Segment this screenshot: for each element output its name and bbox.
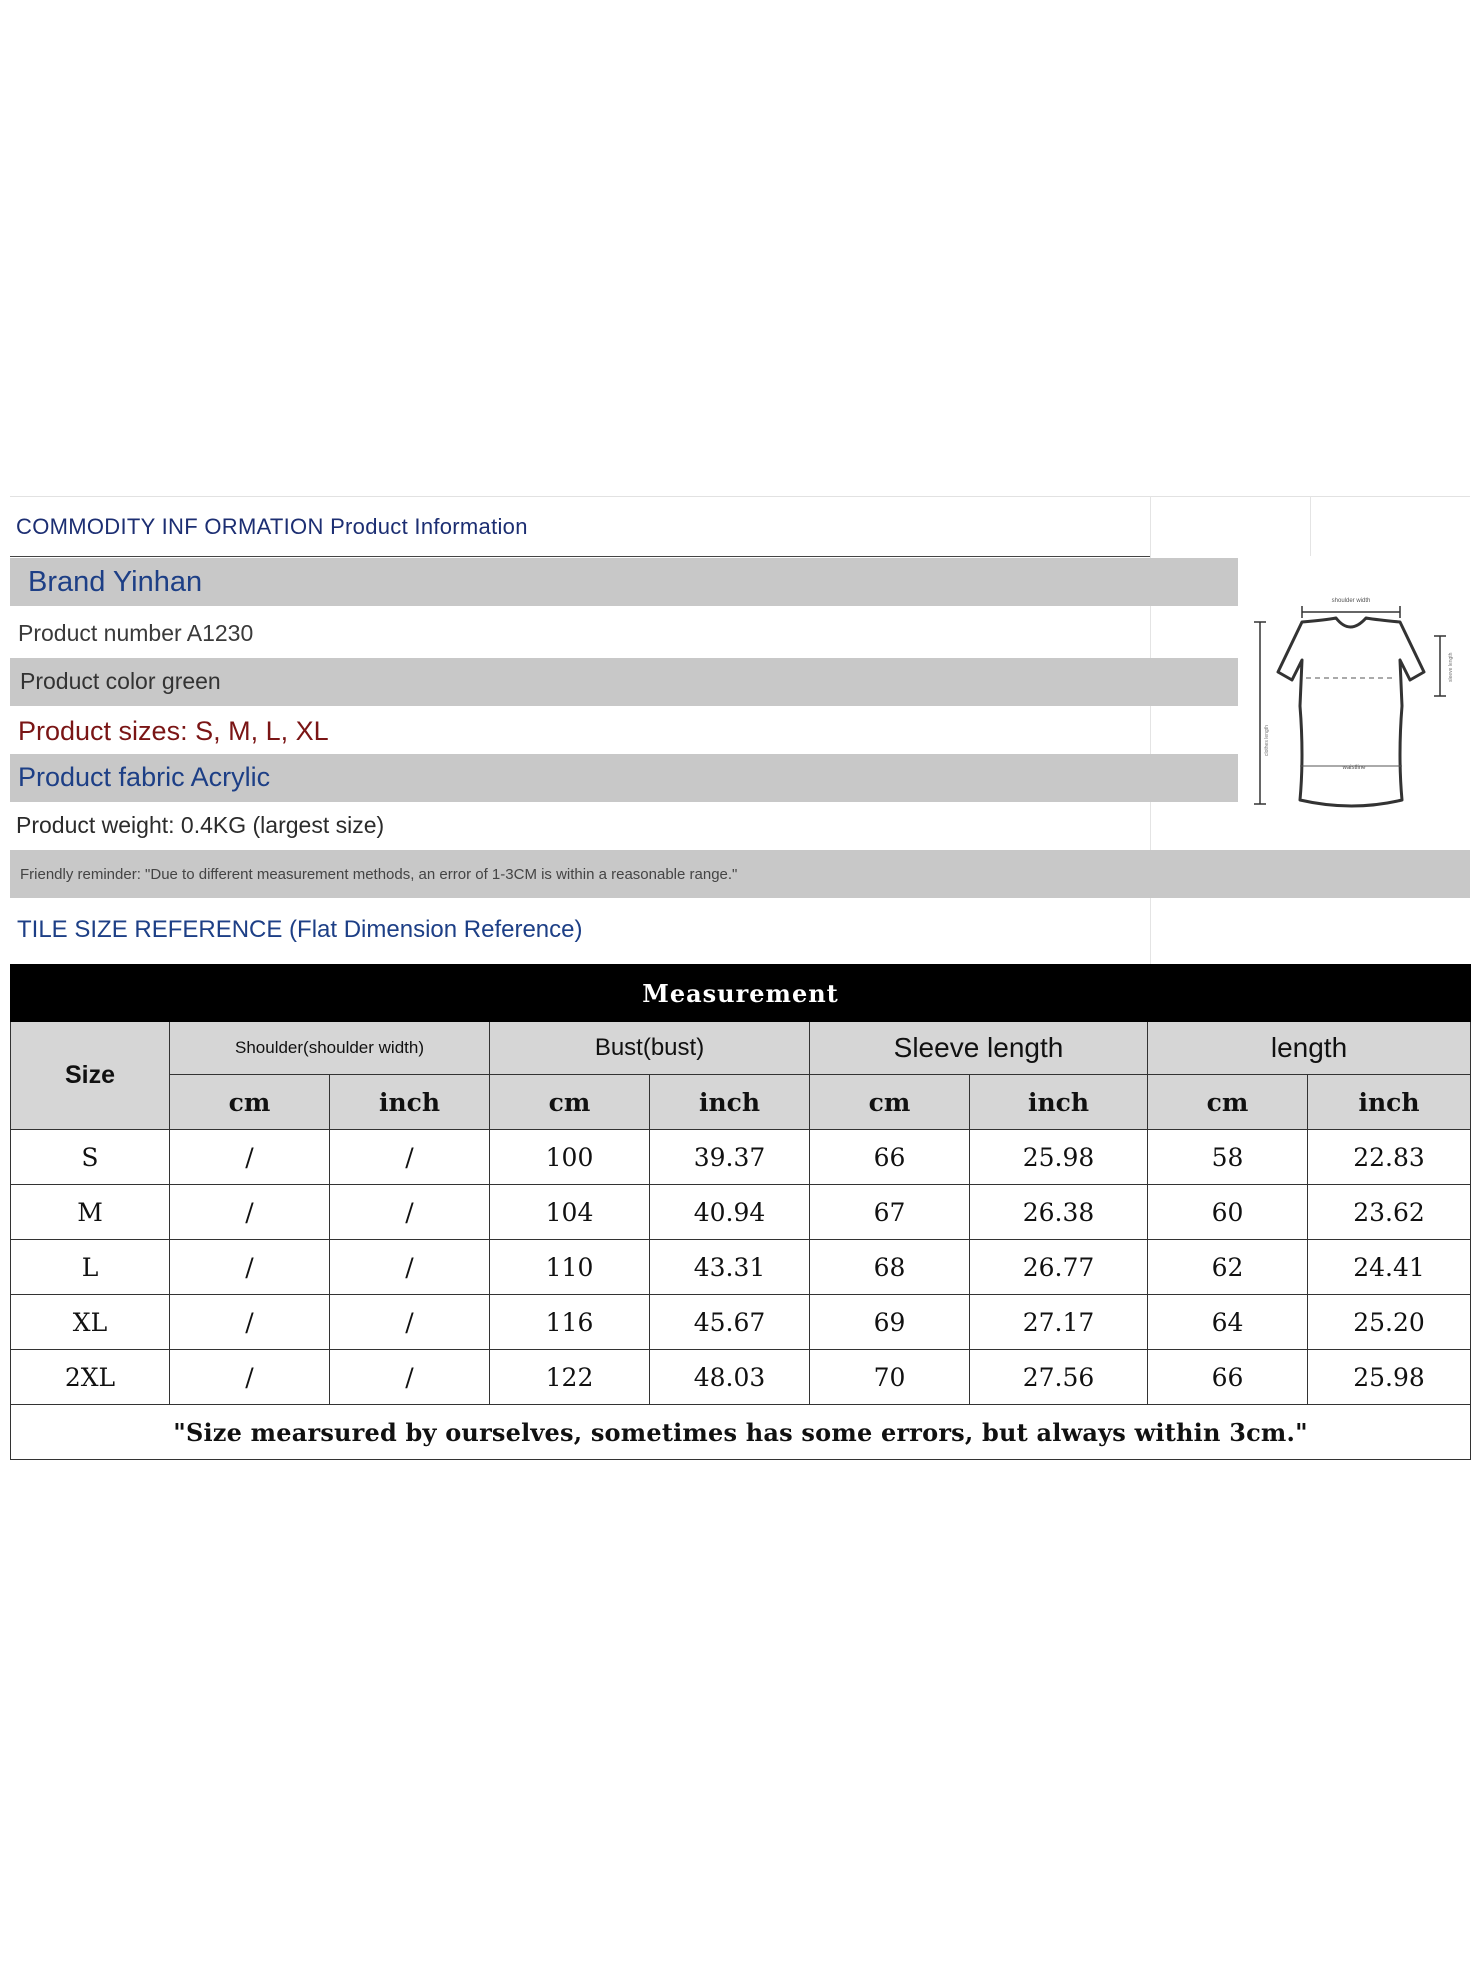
- size-cell: 2XL: [11, 1350, 170, 1405]
- table-row: [11, 1240, 1471, 1295]
- size-cell: M: [11, 1185, 170, 1240]
- bust-inch-cell: 43.31: [650, 1240, 810, 1295]
- unit-inch: inch: [650, 1075, 810, 1130]
- bust-inch-cell: 39.37: [650, 1130, 810, 1185]
- table-row: [11, 1130, 1471, 1185]
- sleeve-length-label: sleeve length: [1448, 652, 1454, 682]
- sleeve-inch-cell: 26.77: [970, 1240, 1148, 1295]
- bust-cm-cell: 116: [490, 1295, 650, 1350]
- length-cm-cell: 64: [1148, 1295, 1308, 1350]
- shoulder-inch-cell: /: [330, 1185, 490, 1240]
- commodity-title: COMMODITY INF ORMATION Product Information: [16, 514, 528, 539]
- shoulder-cm-cell: /: [170, 1185, 330, 1240]
- product-color: Product color green: [20, 668, 221, 694]
- sleeve-inch-cell: 25.98: [970, 1130, 1148, 1185]
- unit-cm: cm: [1148, 1075, 1308, 1130]
- shoulder-inch-cell: /: [330, 1350, 490, 1405]
- length-inch-cell: 25.98: [1308, 1350, 1471, 1405]
- length-inch-cell: 24.41: [1308, 1240, 1471, 1295]
- bust-inch-cell: 40.94: [650, 1185, 810, 1240]
- shoulder-inch-cell: /: [330, 1295, 490, 1350]
- bust-cm-cell: 104: [490, 1185, 650, 1240]
- bust-cm-cell: 110: [490, 1240, 650, 1295]
- table-note-row: [11, 1405, 1471, 1460]
- table-row: [11, 1350, 1471, 1405]
- unit-inch: inch: [330, 1075, 490, 1130]
- sleeve-header: Sleeve length: [810, 1022, 1148, 1075]
- brand-label: Brand Yinhan: [28, 566, 203, 598]
- unit-header-row: [11, 1075, 1471, 1130]
- sleeve-inch-cell: 27.17: [970, 1295, 1148, 1350]
- grid-line: [1310, 496, 1311, 556]
- sleeve-cm-cell: 69: [810, 1295, 970, 1350]
- bust-inch-cell: 48.03: [650, 1350, 810, 1405]
- tile-size-reference: TILE SIZE REFERENCE (Flat Dimension Reference): [17, 916, 583, 943]
- header-top-border: [10, 496, 1470, 497]
- product-sizes: Product sizes: S, M, L, XL: [18, 716, 329, 746]
- sleeve-cm-cell: 67: [810, 1185, 970, 1240]
- table-title: Measurement: [11, 965, 1471, 1022]
- table-row: [11, 1185, 1471, 1240]
- shoulder-cm-cell: /: [170, 1295, 330, 1350]
- shoulder-cm-cell: /: [170, 1350, 330, 1405]
- sleeve-cm-cell: 70: [810, 1350, 970, 1405]
- bust-header: Bust(bust): [490, 1022, 810, 1075]
- shoulder-cm-cell: /: [170, 1240, 330, 1295]
- sleeve-inch-cell: 27.56: [970, 1350, 1148, 1405]
- length-cm-cell: 60: [1148, 1185, 1308, 1240]
- length-inch-cell: 23.62: [1308, 1185, 1471, 1240]
- length-inch-cell: 25.20: [1308, 1295, 1471, 1350]
- bust-inch-cell: 45.67: [650, 1295, 810, 1350]
- table-title-row: [11, 965, 1471, 1022]
- product-weight: Product weight: 0.4KG (largest size): [16, 812, 385, 838]
- friendly-reminder: Friendly reminder: "Due to different measurement methods, an error of 1-3CM is within a reasonable range.": [20, 866, 738, 883]
- shoulder-inch-cell: /: [330, 1240, 490, 1295]
- unit-cm: cm: [810, 1075, 970, 1130]
- unit-inch: inch: [970, 1075, 1148, 1130]
- unit-cm: cm: [490, 1075, 650, 1130]
- tshirt-diagram: [1240, 556, 1466, 850]
- shoulder-width-label: shoulder width: [1331, 598, 1371, 604]
- size-cell: XL: [11, 1295, 170, 1350]
- tshirt-outline-icon: [1240, 556, 1466, 850]
- measurement-table: [10, 964, 1471, 1460]
- sleeve-cm-cell: 68: [810, 1240, 970, 1295]
- length-cm-cell: 58: [1148, 1130, 1308, 1185]
- shoulder-header: Shoulder(shoulder width): [170, 1022, 490, 1075]
- unit-inch: inch: [1308, 1075, 1471, 1130]
- table-row: [11, 1295, 1471, 1350]
- shoulder-inch-cell: /: [330, 1130, 490, 1185]
- size-header: Size: [11, 1022, 170, 1130]
- measurement-note: "Size mearsured by ourselves, sometimes has some errors, but always within 3cm.": [11, 1405, 1471, 1460]
- length-cm-cell: 62: [1148, 1240, 1308, 1295]
- commodity-underline: [10, 556, 1150, 557]
- group-header-row: [11, 1022, 1471, 1075]
- size-cell: S: [11, 1130, 170, 1185]
- sleeve-cm-cell: 66: [810, 1130, 970, 1185]
- length-inch-cell: 22.83: [1308, 1130, 1471, 1185]
- shoulder-cm-cell: /: [170, 1130, 330, 1185]
- product-number: Product number A1230: [18, 620, 254, 646]
- bust-cm-cell: 122: [490, 1350, 650, 1405]
- waistline-label: waistline: [1342, 765, 1366, 771]
- sleeve-inch-cell: 26.38: [970, 1185, 1148, 1240]
- product-fabric: Product fabric Acrylic: [18, 762, 271, 792]
- unit-cm: cm: [170, 1075, 330, 1130]
- bust-cm-cell: 100: [490, 1130, 650, 1185]
- length-header: length: [1148, 1022, 1471, 1075]
- clothes-length-label: clothes length: [1264, 725, 1270, 756]
- size-cell: L: [11, 1240, 170, 1295]
- length-cm-cell: 66: [1148, 1350, 1308, 1405]
